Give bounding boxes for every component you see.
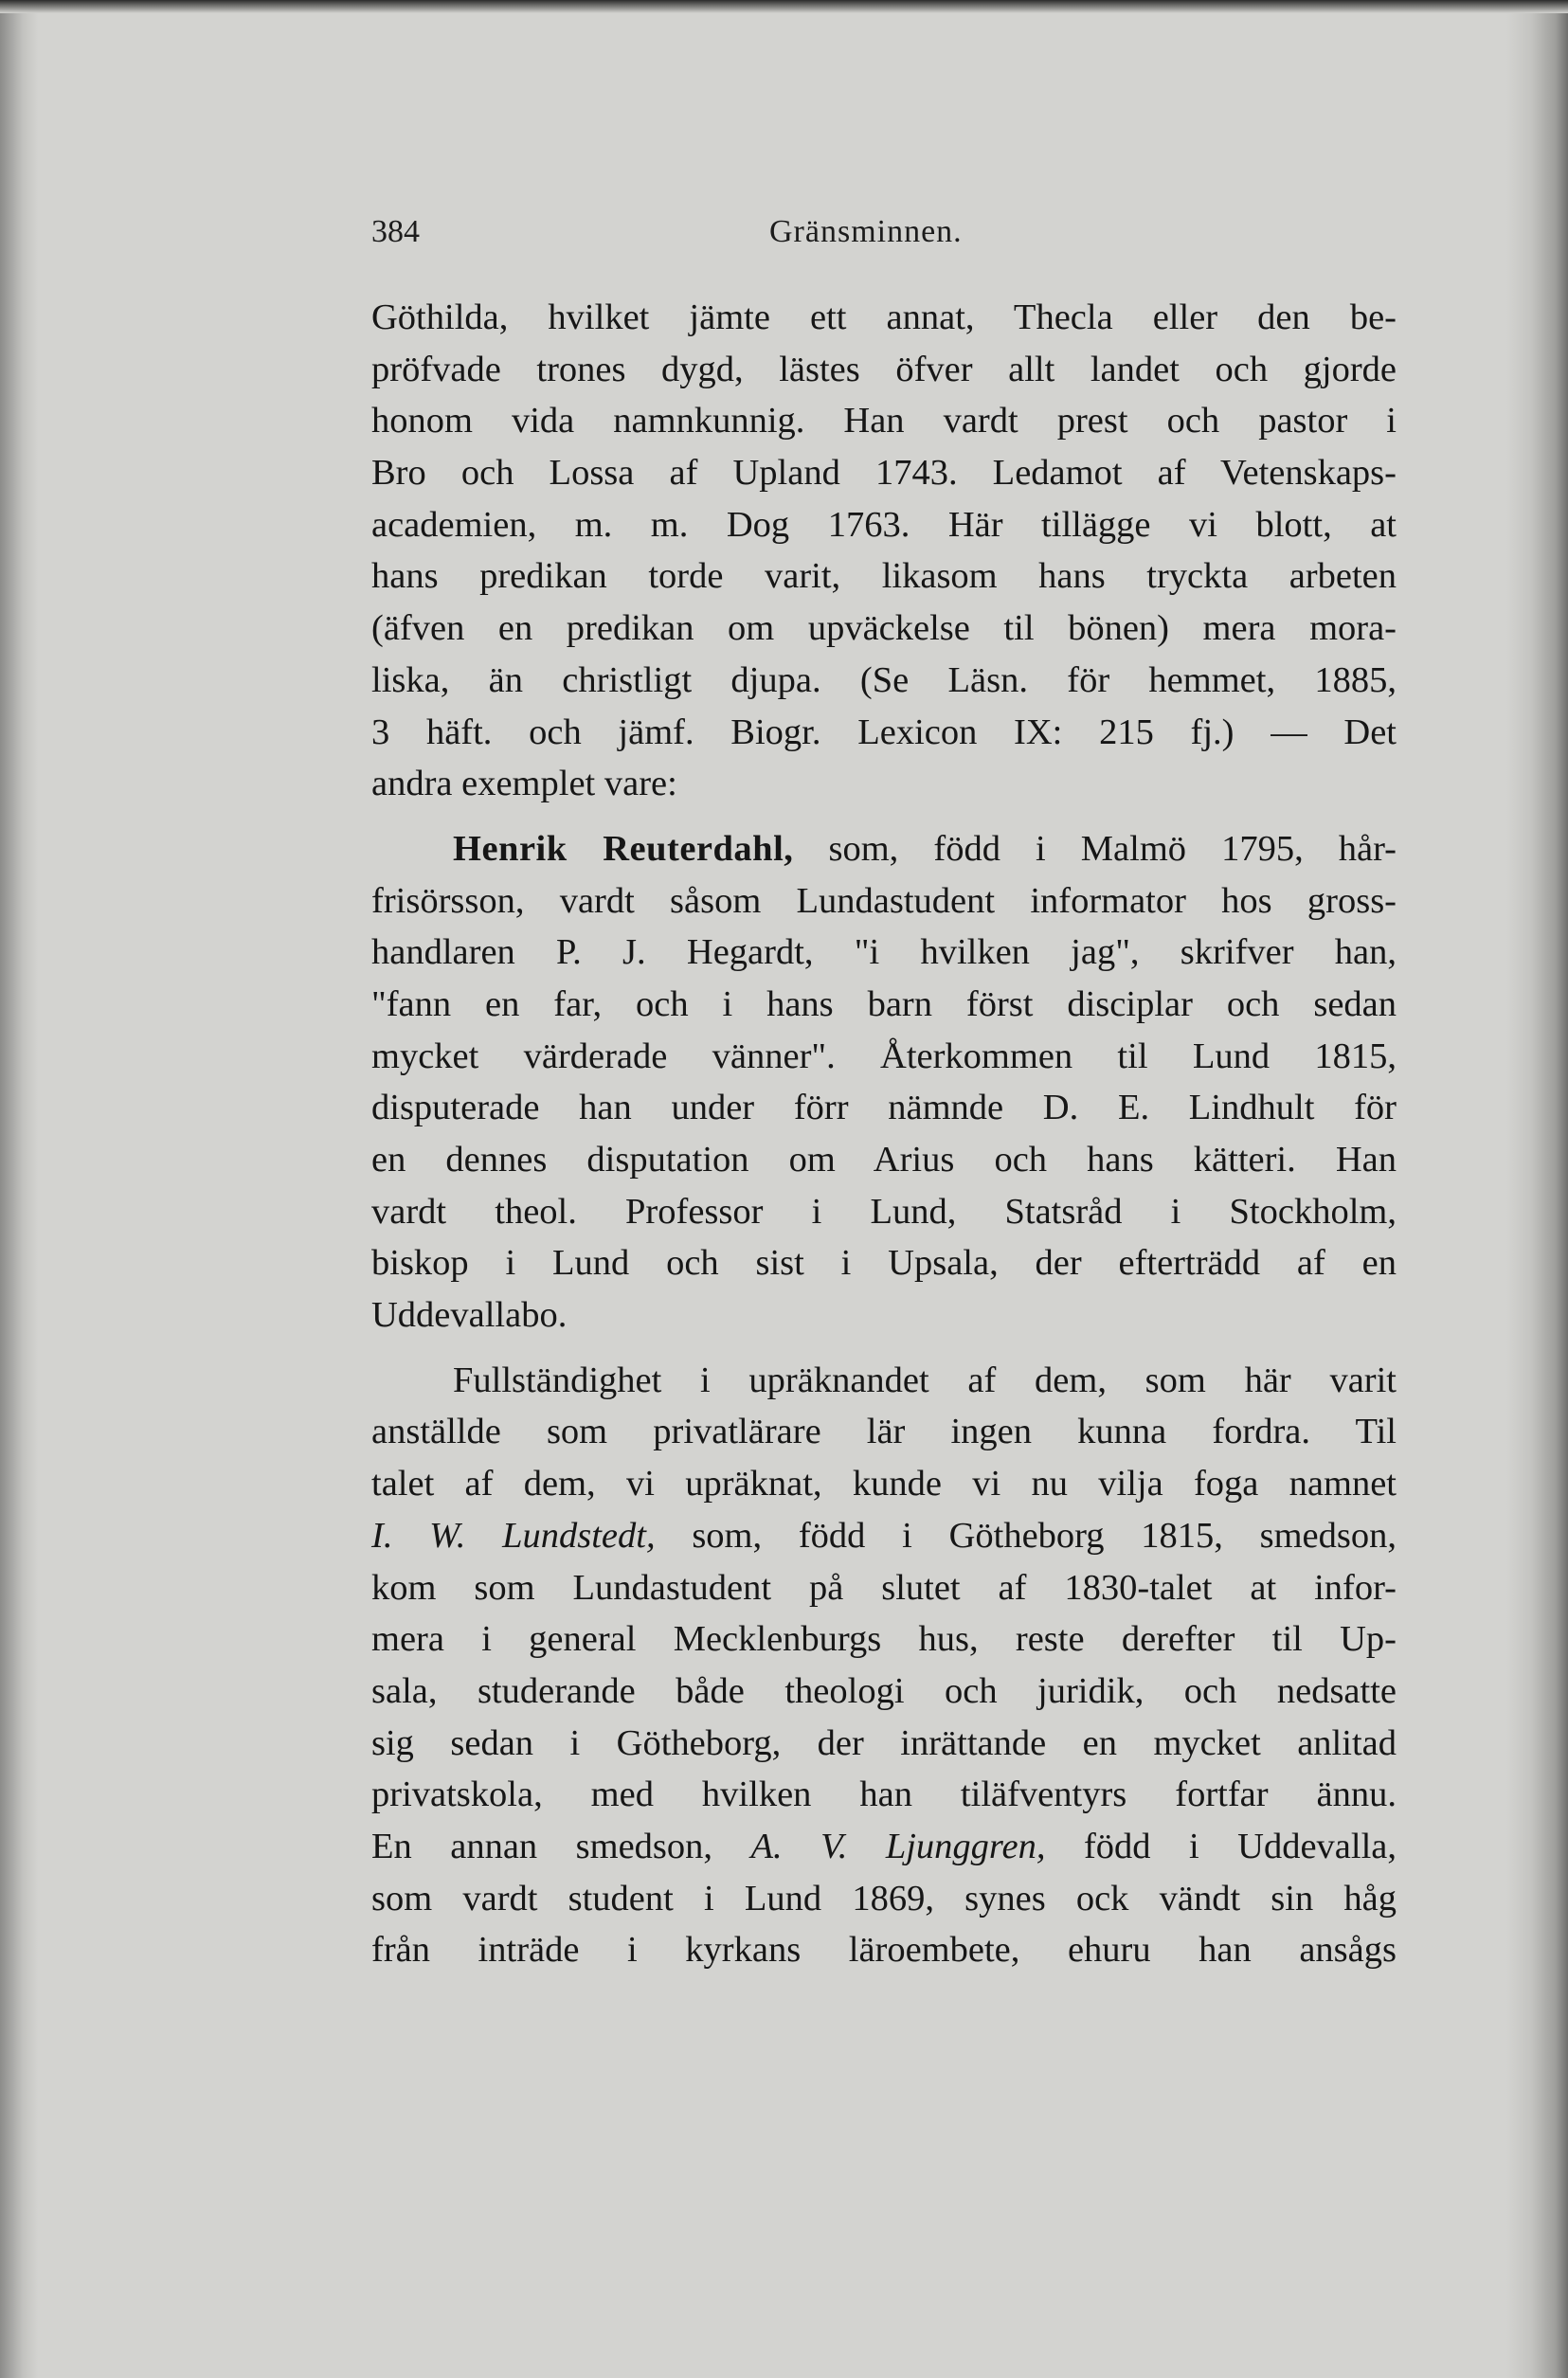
- page-header: [371, 214, 1404, 261]
- text-line: biskop i Lund och sist i Upsala, der efterträdd af en: [371, 1243, 1397, 1284]
- body-text: [371, 292, 1397, 1976]
- page-gutter-shadow: [0, 0, 38, 2378]
- text-line: en dennes disputation om Arius och hans kätteri. Han: [371, 1140, 1397, 1180]
- text-line: mycket värderade vänner". Återkommen til Lund 1815,: [371, 1036, 1397, 1076]
- text-fragment: som, född i Malmö 1795, hår-: [828, 828, 1397, 869]
- text-line: sig sedan i Götheborg, der inrättande en mycket anlitad: [371, 1722, 1397, 1763]
- text-line: andra exemplet vare:: [371, 764, 677, 804]
- person-name-ljunggren: A. V. Ljunggren,: [750, 1826, 1046, 1866]
- text-line: talet af dem, vi upräknat, kunde vi nu vilja foga namnet: [371, 1464, 1397, 1504]
- text-line: [371, 1821, 1397, 1873]
- text-line: liska, än christligt djupa. (Se Läsn. för hemmet, 1885,: [371, 659, 1397, 700]
- text-line: vardt theol. Professor i Lund, Statsråd i Stockholm,: [371, 1191, 1397, 1232]
- page-top-edge: [0, 0, 1568, 13]
- text-fragment: En annan smedson,: [371, 1826, 713, 1866]
- text-line: pröfvade trones dygd, lästes öfver allt landet och gjorde: [371, 349, 1397, 389]
- text-line: Uddevallabo.: [371, 1295, 568, 1336]
- text-line: mera i general Mecklenburgs hus, reste derefter til Up-: [371, 1619, 1397, 1660]
- text-line: (äfven en predikan om upväckelse til bönen) mera mora-: [371, 608, 1397, 649]
- text-line: privatskola, med hvilken han tiläfventyrs fortfar ännu.: [371, 1774, 1397, 1815]
- text-line: [371, 823, 1397, 875]
- text-line: Göthilda, hvilket jämte ett annat, Thecla eller den be-: [371, 297, 1397, 337]
- text-line: [371, 1510, 1397, 1562]
- text-line: från inträde i kyrkans läroembete, ehuru han ansågs: [371, 1930, 1397, 1971]
- text-line: som vardt student i Lund 1869, synes ock vändt sin håg: [371, 1878, 1397, 1919]
- running-title: Gränsminnen.: [769, 214, 963, 249]
- text-line: honom vida namnkunnig. Han vardt prest och pastor i: [371, 401, 1397, 441]
- text-line: disputerade han under förr nämnde D. E. Lindhult för: [371, 1088, 1397, 1128]
- text-line: hans predikan torde varit, likasom hans tryckta arbeten: [371, 556, 1397, 597]
- person-name-lundstedt: I. W. Lundstedt,: [371, 1515, 656, 1556]
- page-edge-shadow: [1506, 0, 1568, 2378]
- text-line: sala, studerande både theologi och juridik, och nedsatte: [371, 1670, 1397, 1711]
- text-line: anställde som privatlärare lär ingen kunna fordra. Til: [371, 1412, 1397, 1452]
- text-line: 3 häft. och jämf. Biogr. Lexicon IX: 215 fj.) — Det: [371, 712, 1397, 752]
- text-line: Bro och Lossa af Upland 1743. Ledamot af Vetenskaps-: [371, 453, 1397, 494]
- page-number: 384: [371, 214, 420, 249]
- text-line: Fullständighet i upräknandet af dem, som här varit: [453, 1360, 1397, 1400]
- text-fragment: född i Uddevalla,: [1083, 1826, 1397, 1866]
- text-line: "fann en far, och i hans barn först disciplar och sedan: [371, 983, 1397, 1024]
- person-name-reuterdahl: Henrik Reuterdahl,: [453, 828, 794, 869]
- text-line: handlaren P. J. Hegardt, "i hvilken jag", skrifver han,: [371, 932, 1397, 973]
- text-line: academien, m. m. Dog 1763. Här tillägge vi blott, at: [371, 504, 1397, 545]
- text-line: frisörsson, vardt såsom Lundastudent informator hos gross-: [371, 880, 1397, 921]
- text-fragment: som, född i Götheborg 1815, smedson,: [692, 1515, 1397, 1556]
- text-line: kom som Lundastudent på slutet af 1830-talet at infor-: [371, 1567, 1397, 1608]
